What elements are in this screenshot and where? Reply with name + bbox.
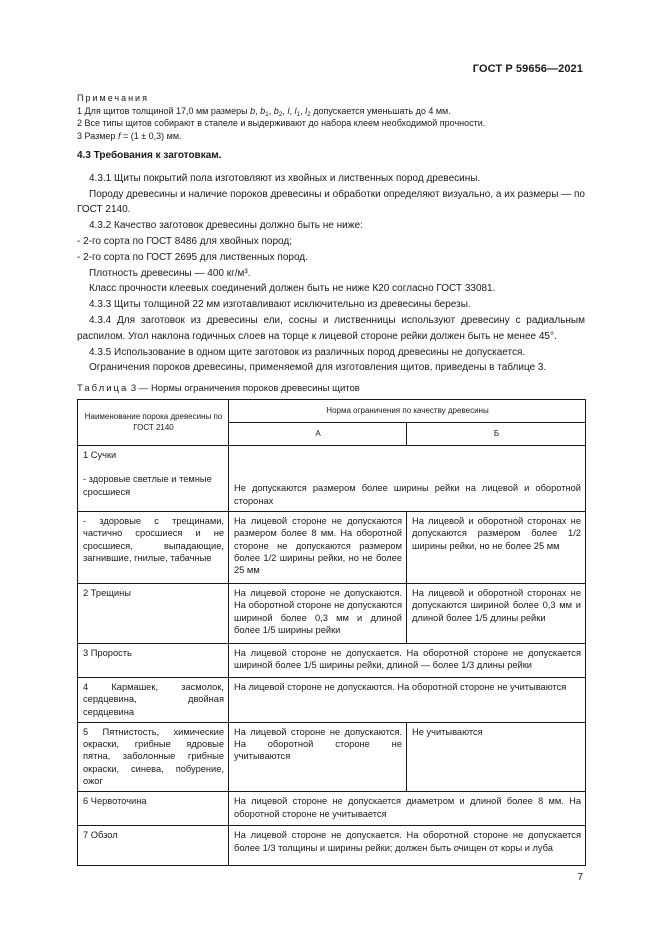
cell-norm-b: На лицевой и оборотной сторонах не допускаются размером более 1/2 ширины рейки, но не более 25 мм xyxy=(407,512,586,584)
standard-number: ГОСТ Р 59656—2021 xyxy=(472,63,583,75)
paragraph-table-ref: Ограничения пороков древесины, применяемой для изготовления щитов, приведены в таблице 3. xyxy=(89,362,547,374)
cell-defect: 3 Прорость xyxy=(78,644,229,678)
paragraph-4-3-2: 4.3.2 Качество заготовок древесины должно быть не ниже: xyxy=(89,220,363,232)
paragraph-4-3-1: 4.3.1 Щиты покрытий пола изготовляют из хвойных и лиственных пород древесины. xyxy=(89,172,481,184)
header-norm: Норма ограничения по качеству древесины xyxy=(229,400,586,423)
cell-norm-ab: На лицевой стороне не допускается. На оборотной стороне не допускается шириной более 1/5 ширины рейки, длиной — более 1/3 длины рейки xyxy=(229,644,586,678)
cell-norm-ab: Не допускаются размером более ширины рейки на лицевой и оборотной сторонах xyxy=(229,446,586,512)
section-4-3 xyxy=(77,148,585,376)
cell-defect: 5 Пятнистость, химические окраски, грибные ядровые пятна, заболонные грибные окраски, синева, побурение, ожог xyxy=(78,722,229,791)
table-row xyxy=(78,792,586,826)
paragraph-4-3-5: 4.3.5 Использование в одном щите заготовок из различных пород древесины не допускается. xyxy=(89,346,526,358)
row-knots-title: 1 Сучки xyxy=(83,450,117,460)
cell-norm-ab: На лицевой стороне не допускается диаметром и длиной более 8 мм. На оборотной стороне не учитывается xyxy=(229,792,586,826)
row-knots-healthy: - здоровые светлые и темные сросшиеся xyxy=(83,474,212,497)
table-row xyxy=(78,584,586,644)
cell-defect xyxy=(78,446,229,512)
header-defect-name: Наименование порока древесины по ГОСТ 2140 xyxy=(78,400,229,446)
cell-norm-a: На лицевой стороне не допускаются размером более 8 мм. На оборотной стороне не допускаются размером более 1/2 ширины рейки, но не более 25 мм xyxy=(229,512,407,584)
table-row xyxy=(78,826,586,866)
table-row xyxy=(78,644,586,678)
paragraph-4-3-3: 4.3.3 Щиты толщиной 22 мм изготавливают исключительно из древесины березы. xyxy=(89,299,471,311)
header-grade-a: А xyxy=(229,423,407,446)
cell-defect: 4 Кармашек, засмолок, сердцевина, двойная сердцевина xyxy=(78,678,229,723)
header-grade-b: Б xyxy=(407,423,586,446)
cell-norm-ab: На лицевой стороне не допускаются. На оборотной стороне не учитываются xyxy=(229,678,586,723)
table-row xyxy=(78,512,586,584)
list-item-softwood: - 2-го сорта по ГОСТ 8486 для хвойных пород; xyxy=(77,235,292,247)
cell-norm-b: На лицевой и оборотной сторонах не допускаются шириной более 0,3 мм и длиной более 1/5 длины рейки xyxy=(407,584,586,644)
note-1: 1 Для щитов толщиной 17,0 мм размеры b, $b_1$, $b_2$, l, $l_1$, $l_2$ допускается уменьшать до 4 мм. xyxy=(77,105,451,118)
cell-defect: 7 Обзол xyxy=(78,826,229,866)
table-header-row xyxy=(78,400,586,423)
cell-norm-a: На лицевой стороне не допускаются. На оборотной стороне не учитываются xyxy=(229,722,407,791)
cell-defect: 2 Трещины xyxy=(78,584,229,644)
section-title: 4.3 Требования к заготовкам. xyxy=(77,150,222,161)
table-row xyxy=(78,678,586,723)
table-caption: Таблица 3 — Нормы ограничения пороков древесины щитов xyxy=(77,383,360,394)
note-3: 3 Размер f = (1 ± 0,3) мм. xyxy=(77,130,182,141)
cell-norm-ab: На лицевой стороне не допускается. На оборотной стороне не допускается более 1/3 толщины и ширины рейки; должен быть очищен от коры и луба xyxy=(229,826,586,866)
table-row xyxy=(78,722,586,791)
paragraph-defects: Породу древесины и наличие пороков древесины и обработки определяют визуально, а их размеры — по ГОСТ 2140. xyxy=(77,188,585,216)
cell-defect: - здоровые с трещинами, частично сросшиеся и не сросшиеся, выпадающие, загнившие, гнилые, табачные xyxy=(78,512,229,584)
paragraph-density: Плотность древесины — 400 кг/м³. xyxy=(89,267,251,279)
notes-block xyxy=(77,92,589,142)
paragraph-glue-class: Класс прочности клеевых соединений должен быть не ниже К20 согласно ГОСТ 33081. xyxy=(89,283,496,295)
defects-table xyxy=(77,399,586,866)
table-row xyxy=(78,446,586,512)
page-number: 7 xyxy=(577,872,583,883)
notes-heading: Примечания xyxy=(77,93,149,103)
cell-defect: 6 Червоточина xyxy=(78,792,229,826)
note-2: 2 Все типы щитов собирают в стапеле и выдерживают до набора клеем необходимой прочности. xyxy=(77,118,486,128)
list-item-hardwood: - 2-го сорта по ГОСТ 2695 для лиственных пород. xyxy=(77,251,308,263)
cell-norm-b: Не учитываются xyxy=(407,722,586,791)
paragraph-4-3-4: 4.3.4 Для заготовок из древесины ели, сосны и лиственницы используют древесину с радиальным распилом. Угол наклона годичных слоев на торце к лицевой стороне рейки должен быть не менее 45°. xyxy=(77,314,585,342)
cell-norm-a: На лицевой стороне не допускаются. На оборотной стороне не допускаются шириной более 0,3 мм и длиной более 1/5 ширины рейки xyxy=(229,584,407,644)
